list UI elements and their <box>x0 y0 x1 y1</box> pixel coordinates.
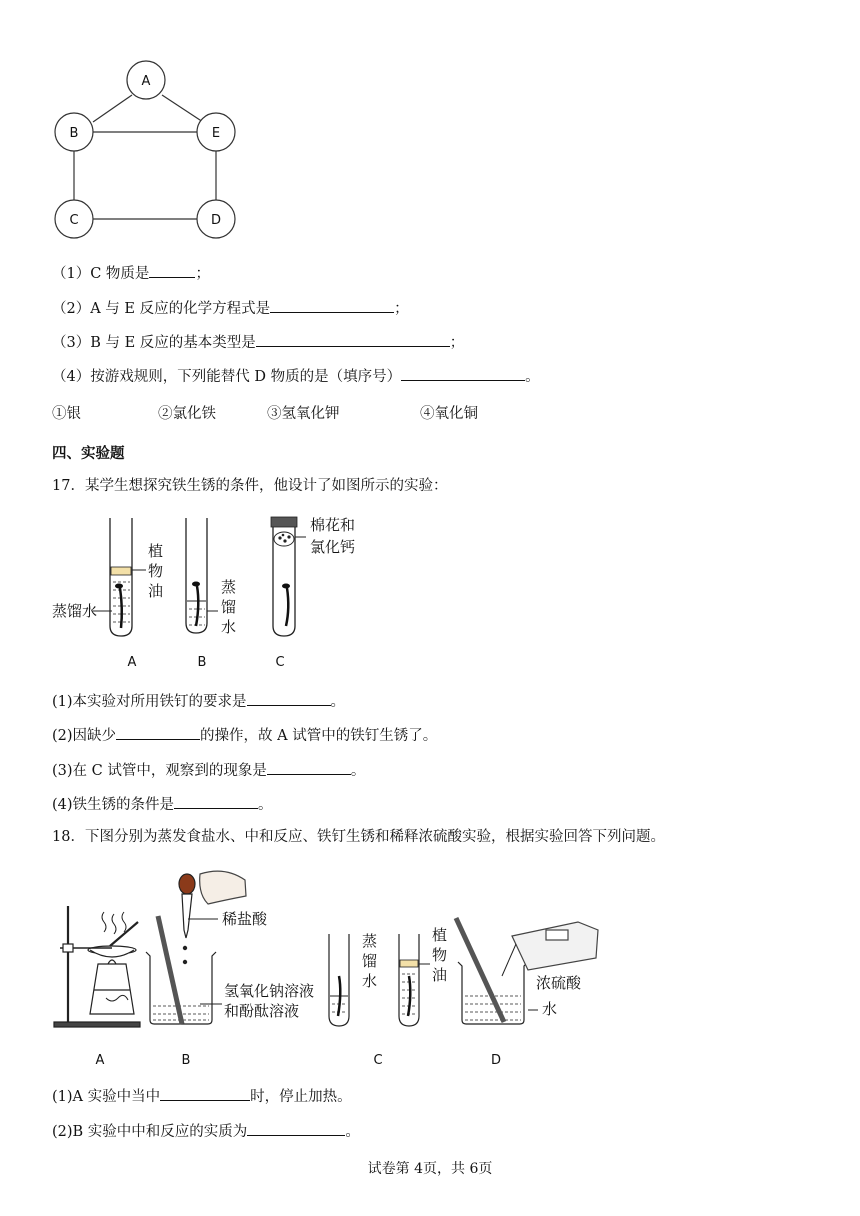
panel-label-a: A <box>95 1053 105 1068</box>
q16-option-3: ③氢氧化钾 <box>267 406 340 422</box>
q17-subquestion-2: (2)因缺少 的操作，故 A 试管中的铁钉生锈了。 <box>52 724 437 746</box>
label-water-a: 蒸馏水 <box>52 602 98 620</box>
q18-stem: 18．下图分别为蒸发食盐水、中和反应、铁钉生锈和稀释浓硫酸实验，根据实验回答下列问题。 <box>52 829 665 845</box>
tube-label-a: A <box>127 655 137 670</box>
answer-blank[interactable] <box>267 759 351 775</box>
q17-subquestion-4: (4)铁生锈的条件是 。 <box>52 793 273 815</box>
cotton-icon <box>274 532 294 546</box>
page-footer: 试卷第 4页，共 6页 <box>367 1161 493 1177</box>
answer-blank[interactable] <box>160 1085 250 1101</box>
q18-subquestion-2: (2)B 实验中中和反应的实质为 。 <box>52 1120 360 1142</box>
label-conc-acid: 浓硫酸 <box>536 974 582 992</box>
q16-option-2: ②氯化铁 <box>158 406 216 422</box>
q17-subquestion-3: (3)在 C 试管中，观察到的现象是 。 <box>52 759 365 781</box>
node-e-label: E <box>211 126 221 141</box>
label-naoh: 氢氧化钠溶液 <box>224 982 315 1000</box>
label-oil-1: 植 <box>148 542 164 560</box>
node-d-label: D <box>210 213 222 228</box>
label-water-c-2: 馏 <box>362 952 378 970</box>
edge-a-e <box>162 95 203 122</box>
q17-stem: 17．某学生想探究铁生锈的条件，他设计了如图所示的实验： <box>52 478 448 494</box>
label-oil-3: 油 <box>148 582 164 600</box>
acid-bottle-icon <box>512 922 598 970</box>
q16-option-1: ①银 <box>52 406 81 422</box>
tube-a <box>92 518 146 636</box>
node-b-label: B <box>69 126 79 141</box>
stopper-icon <box>271 517 297 527</box>
tube-c <box>271 517 306 636</box>
label-water-c-1: 蒸 <box>362 932 378 950</box>
label-oil-2: 物 <box>148 562 164 580</box>
q16-option-4: ④氧化铜 <box>420 406 478 422</box>
label-oil-c-3: 油 <box>432 966 448 984</box>
section-heading: 四、实验题 <box>52 446 125 462</box>
label-water-c-3: 水 <box>362 972 378 990</box>
q17-subquestion-1: (1)本实验对所用铁钉的要求是 。 <box>52 690 345 712</box>
evaporation-setup <box>54 906 140 1027</box>
q18-subquestion-1: (1)A 实验中当中 时，停止加热。 <box>52 1085 352 1107</box>
node-diagram <box>48 56 248 246</box>
tube-label-b: B <box>197 655 207 670</box>
q17-figure <box>50 508 390 678</box>
label-water-b-3: 水 <box>221 618 237 636</box>
answer-blank[interactable] <box>270 297 394 313</box>
node-a-label: A <box>141 74 151 89</box>
label-water-b-1: 蒸 <box>221 578 237 596</box>
tube-label-c: C <box>275 655 285 670</box>
edge-a-b <box>93 95 132 122</box>
answer-blank[interactable] <box>256 331 450 347</box>
q16-subquestion-2: （2）A 与 E 反应的化学方程式是 ； <box>52 297 409 319</box>
answer-blank[interactable] <box>247 1120 345 1136</box>
label-cotton-1: 棉花和 <box>310 516 356 534</box>
dilution-setup <box>456 918 598 1024</box>
panel-label-c: C <box>373 1053 383 1068</box>
q16-subquestion-4: （4）按游戏规则，下列能替代 D 物质的是（填序号） 。 <box>52 365 540 387</box>
answer-blank[interactable] <box>174 793 258 809</box>
answer-blank[interactable] <box>247 690 331 706</box>
panel-label-d: D <box>490 1053 502 1068</box>
label-water-d: 水 <box>542 1000 558 1018</box>
label-hcl: 稀盐酸 <box>222 910 268 928</box>
q16-subquestion-1: （1）C 物质是 ； <box>52 262 210 284</box>
panel-label-b: B <box>181 1053 191 1068</box>
iron-nail-icon <box>120 588 122 628</box>
node-c-label: C <box>69 213 79 228</box>
label-oil-c-2: 物 <box>432 946 448 964</box>
label-oil-c-1: 植 <box>432 926 448 944</box>
rusting-setup <box>329 934 430 1026</box>
hand-icon <box>200 871 246 904</box>
label-phenolphthalein: 和酚酞溶液 <box>224 1002 300 1020</box>
q16-subquestion-3: （3）B 与 E 反应的基本类型是 ； <box>52 331 464 353</box>
label-cotton-2: 氯化钙 <box>310 538 356 556</box>
iron-nail-icon <box>196 586 198 626</box>
label-water-b-2: 馏 <box>221 598 237 616</box>
answer-blank[interactable] <box>401 365 525 381</box>
q18-figure <box>50 864 690 1074</box>
tube-b <box>186 518 218 633</box>
iron-nail-icon <box>286 588 288 626</box>
answer-blank[interactable] <box>149 262 195 278</box>
dropper-bulb-icon <box>179 874 195 894</box>
answer-blank[interactable] <box>116 724 200 740</box>
